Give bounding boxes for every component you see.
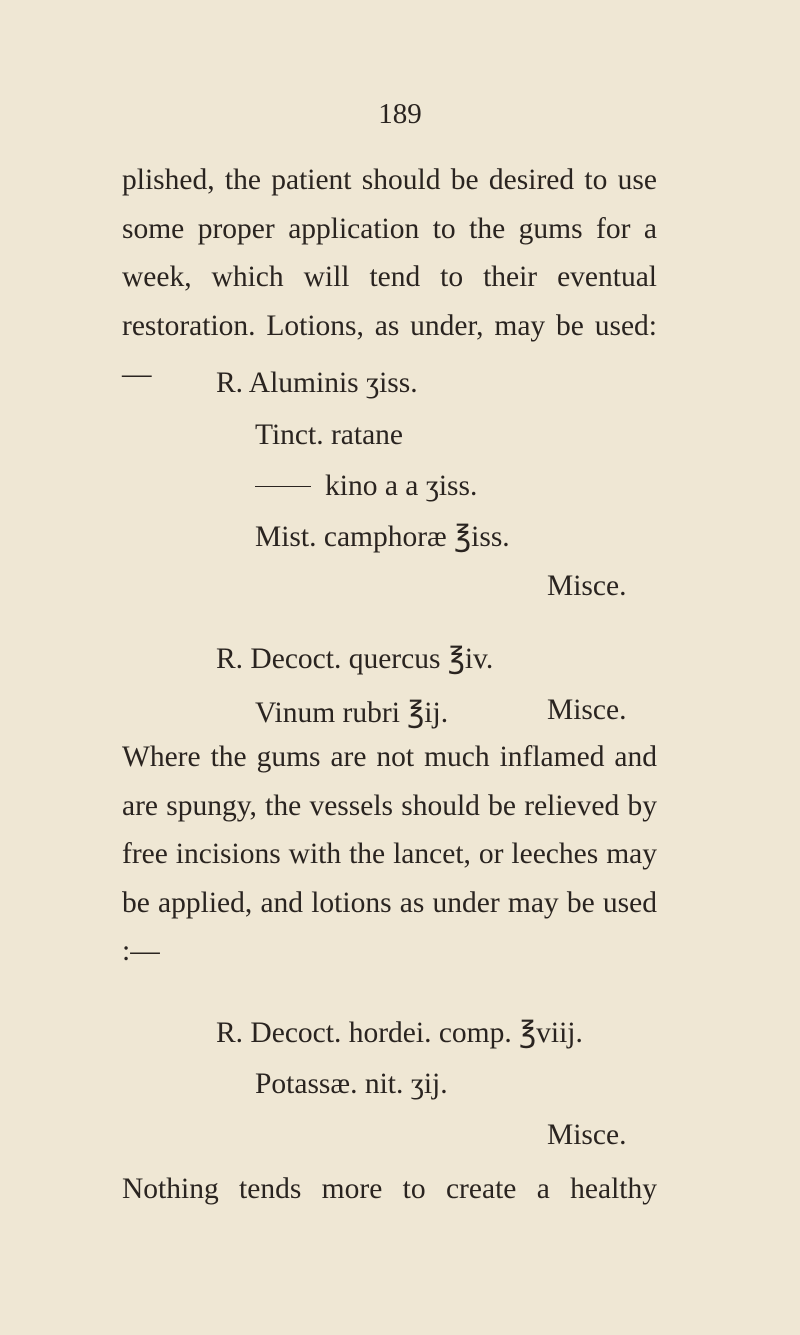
- prescription-line: R. Decoct. quercus ℥iv.: [216, 643, 494, 675]
- prescription-line-ditto: [255, 466, 477, 506]
- prescription-line: R. Aluminis ʒiss.: [216, 367, 418, 399]
- prescription-line: Vinum rubri ℥ij.: [255, 697, 449, 729]
- page-number: 189: [378, 98, 422, 130]
- prescription-line: Potassæ. nit. ʒij.: [255, 1068, 448, 1100]
- prescription-closing: Misce.: [547, 1119, 627, 1151]
- prescription-closing: Misce.: [547, 694, 627, 726]
- prescription-line: Tinct. ratane: [255, 419, 404, 451]
- ditto-dash: [255, 486, 311, 487]
- prescription-line: Mist. camphoræ ℥iss.: [255, 521, 510, 553]
- paragraph-spungy-gums: Where the gums are not much inflamed and are spungy, the vessels should be relieved by free incisions with the lancet, or leeches may be applied, and lotions as under may be used :—: [122, 741, 657, 967]
- prescription-closing: Misce.: [547, 570, 627, 602]
- paragraph-closing: Nothing tends more to create a healthy: [122, 1173, 657, 1205]
- prescription-line: R. Decoct. hordei. comp. ℥viij.: [216, 1017, 583, 1049]
- paragraph-gum-treatment: plished, the patient should be desired to use some proper application to the gums for a week, which will tend to their eventual restoration. Lotions, as under, may be used:—: [122, 164, 657, 390]
- prescription-line-text: kino a a ʒiss.: [325, 470, 478, 502]
